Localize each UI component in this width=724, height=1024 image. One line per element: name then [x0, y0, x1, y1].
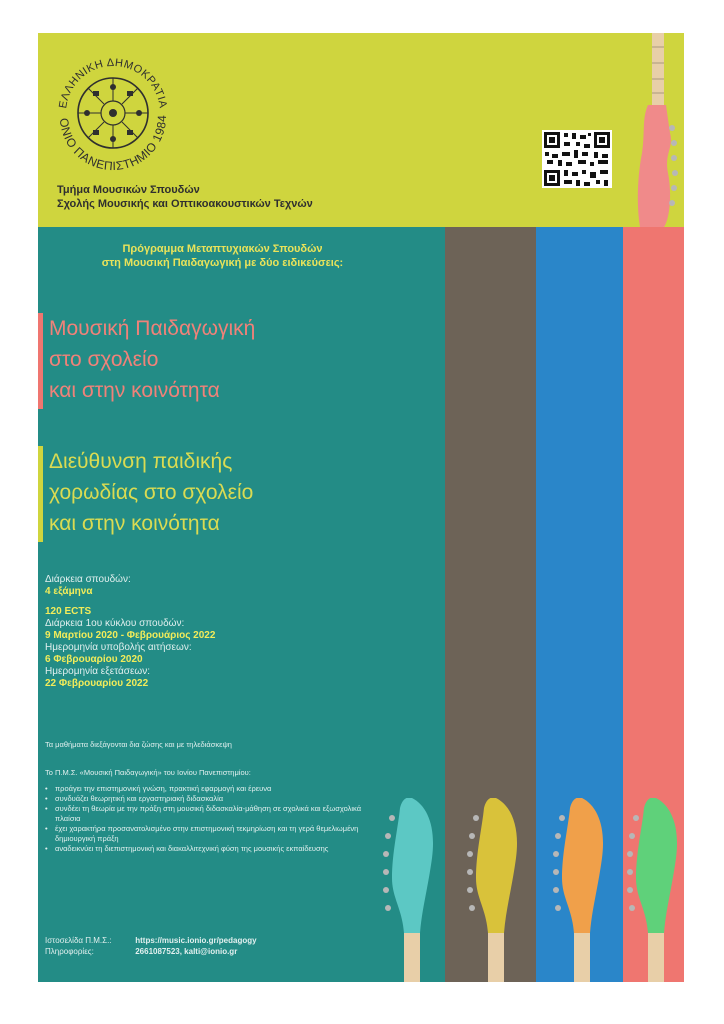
- cycle-label: Διάρκεια 1ου κύκλου σπουδών:: [45, 618, 185, 629]
- department-line-1: Τμήμα Μουσικών Σπουδών: [57, 184, 200, 196]
- yellow-guitar-headstock: [462, 798, 524, 982]
- qr-code[interactable]: [542, 130, 612, 188]
- list-item: • αναδεικνύει τη διεπιστημονική και διακαλλιτεχνική φύση της μουσικής εκπαίδευσης: [45, 844, 375, 854]
- specialization-2-accent: [38, 446, 43, 542]
- pink-guitar-headstock: [630, 33, 684, 227]
- submission-value: 6 Φεβρουαρίου 2020: [45, 654, 143, 665]
- submission-label: Ημερομηνία υποβολής αιτήσεων:: [45, 642, 192, 653]
- specialization-1-line: Μουσική Παιδαγωγική: [49, 317, 256, 340]
- about-bullets: [45, 784, 375, 854]
- list-item: • συνδυάζει θεωρητική και εργαστηριακή διδασκαλία: [45, 794, 375, 804]
- specialization-2-line: Διεύθυνση παιδικής: [49, 450, 233, 473]
- program-title: [0, 242, 445, 270]
- specialization-1-accent: [38, 313, 43, 409]
- specialization-2: [49, 446, 253, 539]
- green-guitar-headstock: [622, 798, 684, 982]
- exam-label: Ημερομηνία εξετάσεων:: [45, 666, 150, 677]
- list-item: • έχει χαρακτήρα προσανατολισμένο στην επιστημονική τεκμηρίωση και τη γερά θεμελιωμένη δημιουργική πράξη: [45, 824, 375, 844]
- program-line-1: Πρόγραμμα Μεταπτυχιακών Σπουδών: [122, 243, 323, 255]
- duration-value: 4 εξάμηνα: [45, 586, 93, 597]
- list-item: • συνδέει τη θεωρία με την πράξη στη μουσική διδασκαλία-μάθηση σε σχολικά και εξωσχολικά πλαίσια: [45, 804, 375, 824]
- footer-contact: [45, 935, 257, 957]
- duration-label: Διάρκεια σπουδών:: [45, 574, 131, 585]
- specialization-2-line: και στην κοινότητα: [49, 512, 220, 535]
- turquoise-guitar-headstock: [378, 798, 440, 982]
- seal-outer-text: ΕΛΛΗΝΙΚΗ ΔΗΜΟΚΡΑΤΙΑ: [57, 56, 169, 110]
- cycle-value: 9 Μαρτίου 2020 - Φεβρουάριος 2022: [45, 630, 216, 641]
- exam-value: 22 Φεβρουαρίου 2022: [45, 678, 149, 689]
- orange-guitar-headstock: [548, 798, 610, 982]
- list-item: • προάγει την επιστημονική γνώση, πρακτική εφαρμογή και έρευνα: [45, 784, 375, 794]
- website-link[interactable]: https://music.ionio.gr/pedagogy: [135, 936, 257, 945]
- specialization-1-line: στο σχολείο: [49, 348, 159, 371]
- about-intro: Το Π.Μ.Σ. «Μουσική Παιδαγωγική» του Ιονίου Πανεπιστημίου:: [45, 768, 251, 777]
- specialization-1: [49, 313, 255, 406]
- department-line-2: Σχολής Μουσικής και Οπτικοακουστικών Τεχνών: [57, 198, 313, 210]
- contact-info[interactable]: 2661087523, kalti@ionio.gr: [135, 947, 238, 956]
- specialization-1-line: και στην κοινότητα: [49, 379, 220, 402]
- ects-value: 120 ECTS: [45, 606, 92, 617]
- university-seal-logo: [48, 45, 178, 175]
- program-line-2: στη Μουσική Παιδαγωγική με δύο ειδικεύσεις:: [101, 257, 344, 269]
- seal-inner-text: ΟΝΙΟ ΠΑΝΕΠΙΣΤΗΜΙΟ 1984: [56, 114, 170, 174]
- program-details: [45, 574, 215, 690]
- info-label: Πληροφορίες:: [45, 947, 94, 956]
- teaching-mode-note: Τα μαθήματα διεξάγονται δια ζώσης και με τηλεδιάσκεψη: [45, 740, 232, 749]
- department-title: [57, 183, 313, 211]
- website-label: Ιστοσελίδα Π.Μ.Σ.:: [45, 936, 112, 945]
- specialization-2-line: χορωδίας στο σχολείο: [49, 481, 254, 504]
